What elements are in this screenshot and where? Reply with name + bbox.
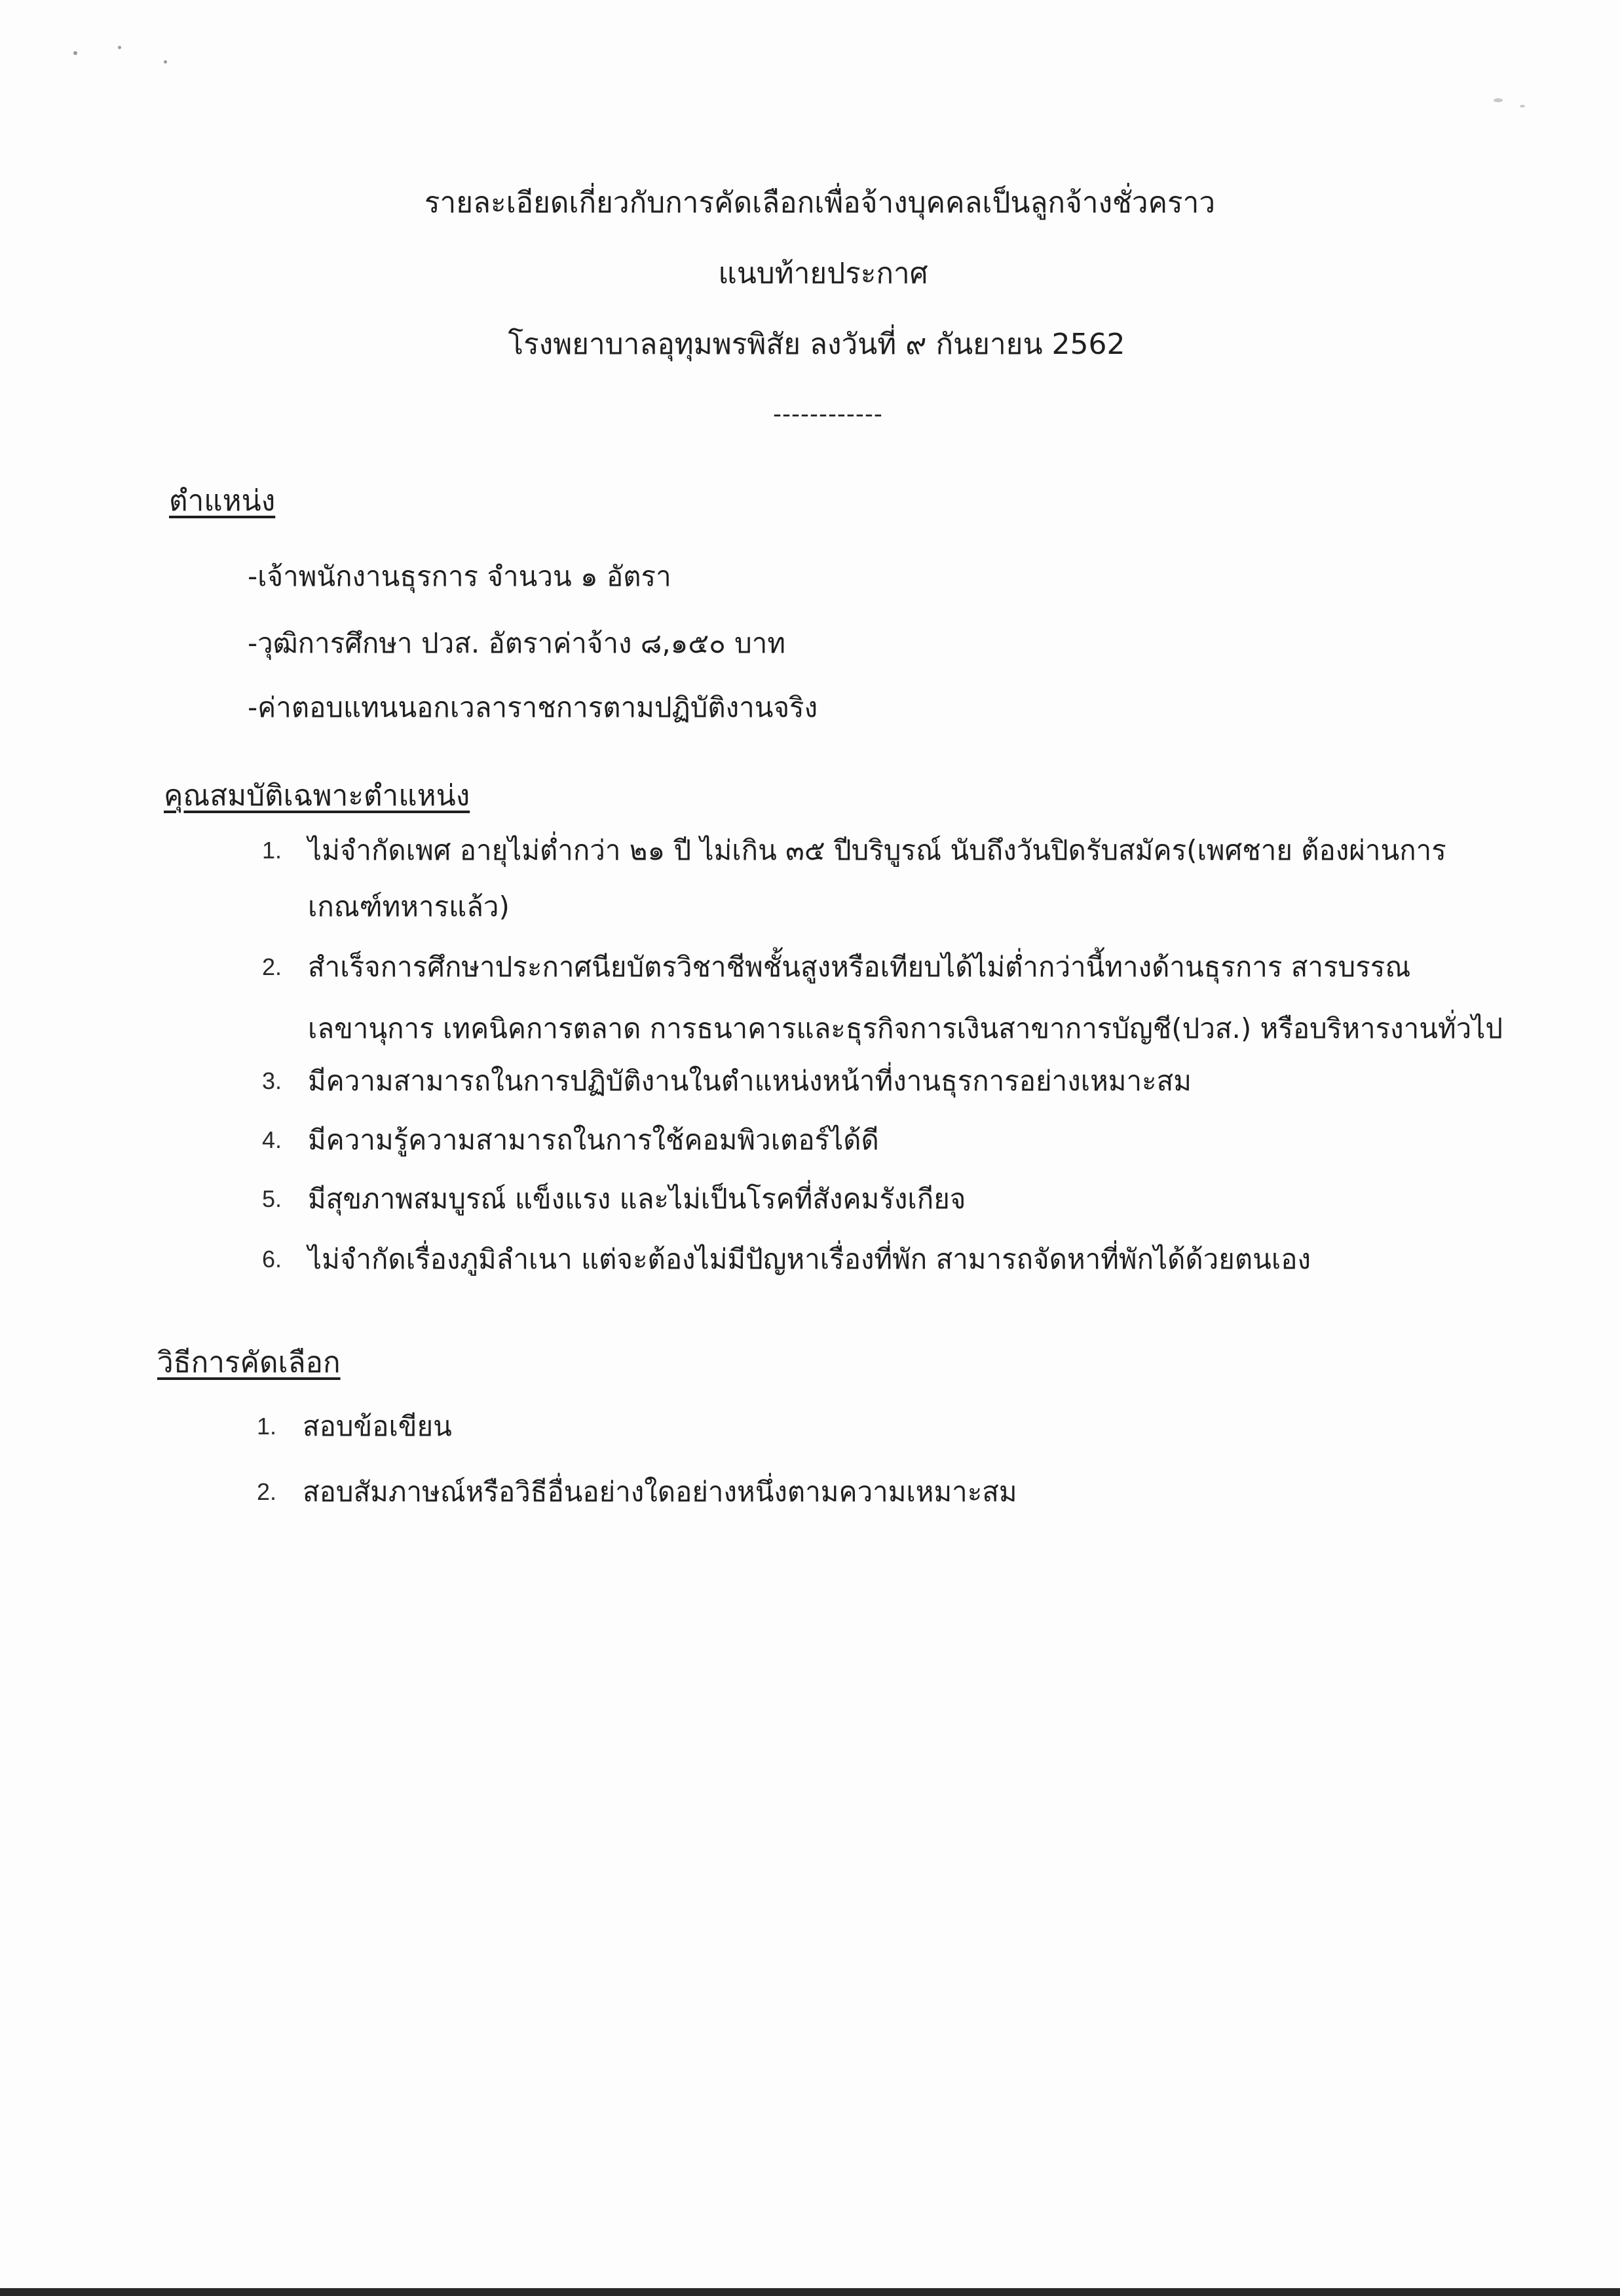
list-item-number: 6. [262, 1246, 282, 1272]
scan-speck [1494, 98, 1503, 102]
list-item-number: 5. [262, 1185, 282, 1212]
list-item-text: มีสุขภาพสมบูรณ์ แข็งแรง และไม่เป็นโรคที่สังคมรังเกียจ [308, 1183, 966, 1215]
list-item-text: ไม่จำกัดเรื่องภูมิลำเนา แต่จะต้องไม่มีปัญหาเรื่องที่พัก สามารถจัดหาที่พักได้ด้วยตนเอง [308, 1243, 1311, 1275]
header-subtitle: แนบท้ายประกาศ [718, 257, 928, 290]
section-title-position: ตำแหน่ง [169, 484, 276, 518]
scan-speck [73, 51, 77, 55]
position-line-overtime: -ค่าตอบแทนนอกเวลาราชการตามปฏิบัติงานจริง [248, 691, 818, 723]
list-item-number: 2. [257, 1478, 277, 1505]
list-item-number: 1. [257, 1413, 277, 1440]
list-item-text: มีความรู้ความสามารถในการใช้คอมพิวเตอร์ได้ดี [308, 1124, 879, 1156]
list-item [262, 1179, 1503, 1240]
section-title-selection-method: วิธีการคัดเลือก [157, 1346, 341, 1379]
list-item-text: สอบสัมภาษณ์หรือวิธีอื่นอย่างใดอย่างหนึ่งตามความเหมาะสม [303, 1476, 1017, 1508]
list-item-number: 3. [262, 1067, 282, 1094]
list-item-number: 4. [262, 1126, 282, 1153]
list-item-text-continued: เลขานุการ เทคนิคการตลาด การธนาคารและธุรกิจการเงินสาขาการบัญชี(ปวส.) หรือบริหารงานทั่วไป [308, 1012, 1503, 1044]
list-item-text: ไม่จำกัดเพศ อายุไม่ต่ำกว่า ๒๑ ปี ไม่เกิน ๓๕ ปีบริบูรณ์ นับถึงวันปิดรับสมัคร(เพศชาย ต้องผ่านการ [308, 834, 1446, 866]
list-item [262, 831, 1503, 940]
scan-speck [164, 60, 167, 64]
list-item-number: 2. [262, 953, 282, 980]
list-item [257, 1472, 1017, 1531]
scan-speck [1520, 105, 1525, 107]
list-item [262, 1240, 1503, 1299]
list-item-text: มีความสามารถในการปฏิบัติงานในตำแหน่งหน้าที่งานธุรการอย่างเหมาะสม [308, 1065, 1192, 1097]
list-item-text: สำเร็จการศึกษาประกาศนียบัตรวิชาชีพชั้นสูงหรือเทียบได้ไม่ต่ำกว่านี้ทางด้านธุรการ สารบรรณ [308, 951, 1411, 983]
list-item [262, 947, 1503, 1062]
scan-speck [118, 46, 121, 49]
header-divider: ------------ [773, 401, 883, 428]
position-line-staff: -เจ้าพนักงานธุรการ จำนวน ๑ อัตรา [248, 560, 671, 592]
qualifications-list [262, 831, 1503, 1299]
document-header [0, 183, 1620, 396]
list-item-text-continued: เกณฑ์ทหารแล้ว) [308, 890, 510, 923]
header-title: รายละเอียดเกี่ยวกับการคัดเลือกเพื่อจ้างบุคคลเป็นลูกจ้างชั่วคราว [424, 186, 1216, 220]
position-line-education-wage: -วุฒิการศึกษา ปวส. อัตราค่าจ้าง ๘,๑๕๐ บาท [248, 627, 786, 659]
list-item-number: 1. [262, 837, 282, 864]
selection-method-list [257, 1407, 1017, 1531]
list-item [262, 1120, 1503, 1179]
header-date-line: โรงพยาบาลอุทุมพรพิสัย ลงวันที่ ๙ กันยายน 2562 [508, 328, 1125, 361]
scan-edge [0, 2288, 1620, 2296]
list-item [257, 1407, 1017, 1472]
list-item-text: สอบข้อเขียน [303, 1410, 452, 1442]
section-title-qualifications: คุณสมบัติเฉพาะตำแหน่ง [164, 779, 470, 813]
list-item [262, 1062, 1503, 1120]
